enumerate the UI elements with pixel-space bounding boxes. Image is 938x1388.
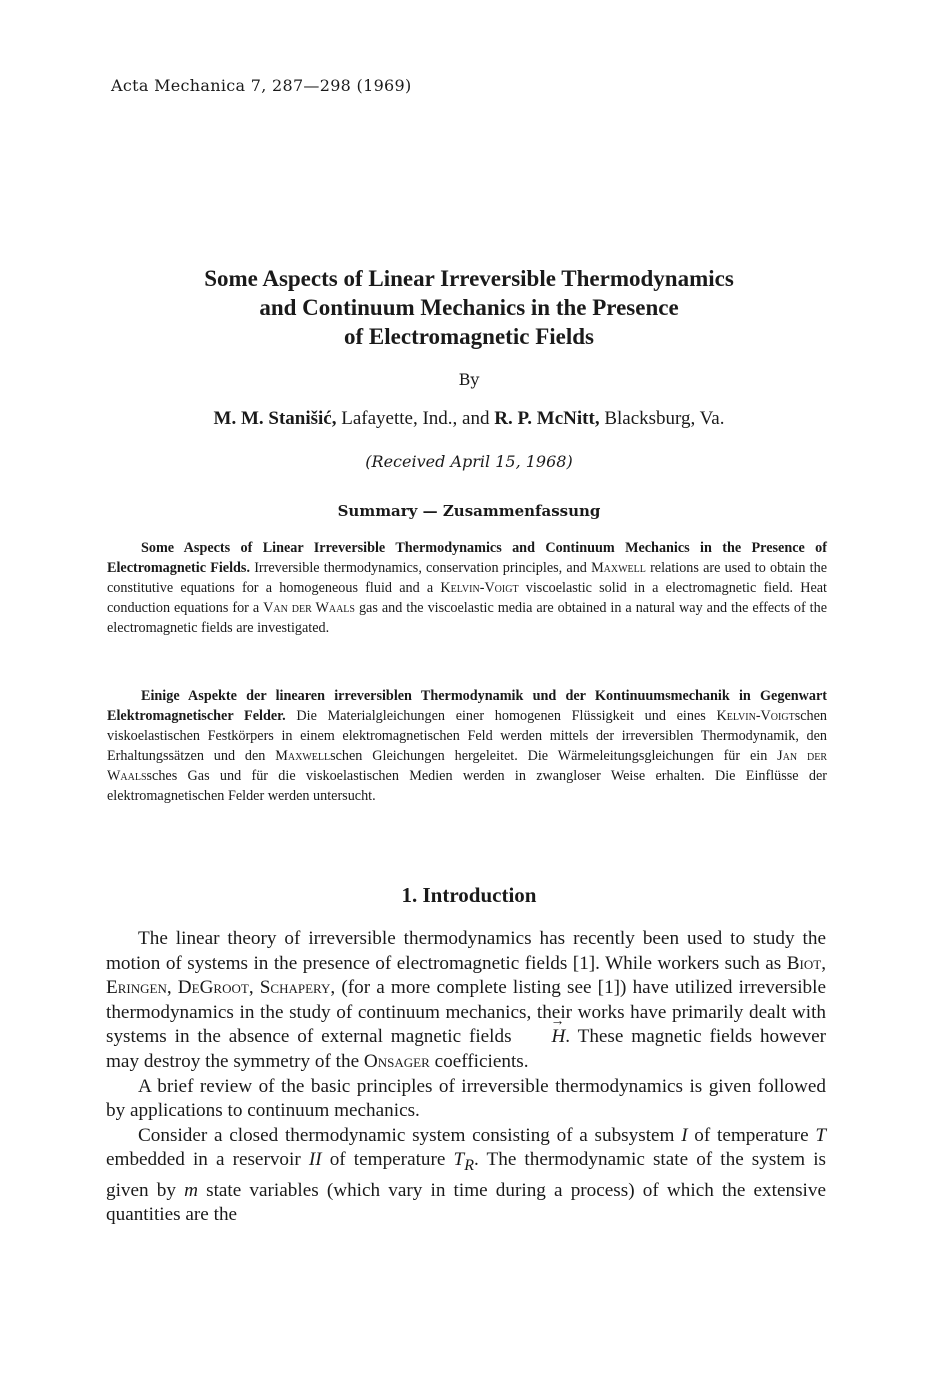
summary-heading: Summary — Zusammenfassung	[337, 502, 601, 520]
body-text: coefficients.	[429, 1050, 529, 1072]
author-affiliation: Blacksburg, Va.	[599, 408, 725, 429]
body-text: ,	[821, 952, 826, 974]
abstract-text: sches Gas und für die viskoelastischen Medien werden in zwangloser Weise erhalten. Die Einflüsse der elektromagnetischen Felder werden untersucht.	[107, 768, 827, 804]
name-degroot: DeGroot	[177, 977, 249, 999]
symbol: II	[308, 1149, 322, 1171]
abstract-text: -	[755, 708, 761, 724]
abstract-text: Die Materialgleichungen einer homogenen Flüssigkeit und eines	[285, 708, 717, 724]
body-text: . The thermodynamic state of the system is given by	[106, 1149, 826, 1201]
abstract-german	[107, 686, 827, 806]
body-text: of temperature	[321, 1149, 454, 1171]
author-affiliation: Lafayette, Ind., and	[336, 408, 495, 429]
abstract-text: gas and the viscoelastic media are obtained in a natural way and the effects of the electromagnetic fields are investigated.	[107, 600, 828, 636]
abstract-text: Irreversible thermodynamics, conservation principles, and	[250, 560, 592, 576]
body-text: . These magnetic fields however may destroy the symmetry of the	[106, 1026, 826, 1072]
name-biot: Biot	[786, 952, 822, 974]
abstract-english	[107, 538, 827, 638]
symbol: T	[815, 1124, 826, 1146]
name-maxwell: Maxwell	[275, 748, 331, 764]
abstract-text: -	[479, 580, 485, 596]
abstract-text: schen viskoelastischen Festkörpers in einem elektromagnetischen Feld werden mittels der irreversiblen Thermodynamik, den Erhaltungssätzen und den	[107, 708, 827, 764]
body-text: ,	[248, 977, 260, 999]
abstract-text: schen Gleichungen hergeleitet. Die Wärmeleitungsgleichungen für ein	[330, 748, 778, 764]
symbol: I	[681, 1124, 688, 1146]
paragraph	[106, 1124, 826, 1228]
name-jan-der-waals: Jan der Waals	[107, 748, 827, 784]
name-voigt: Voigt	[484, 580, 519, 596]
body-text: state variables (which vary in time during a process) of which the extensive quantities are the	[106, 1179, 826, 1226]
body-text: ,	[166, 977, 178, 999]
journal-citation: Acta Mechanica 7, 287—298 (1969)	[111, 76, 412, 95]
abstract-text: relations are used to obtain the constitutive equations for a homogeneous fluid and a	[107, 560, 827, 596]
title-line: and Continuum Mechanics in the Presence	[259, 295, 679, 320]
body-text: of temperature	[687, 1124, 816, 1146]
symbol: T	[453, 1149, 465, 1171]
paragraph	[106, 927, 826, 1075]
abstract-title: Some Aspects of Linear Irreversible Thermodynamics and Continuum Mechanics in the Presence of Electromagnetic Fields.	[107, 540, 827, 576]
symbol-subscript: R	[464, 1157, 474, 1175]
name-voigt: Voigt	[760, 708, 795, 724]
name-eringen: Eringen	[106, 977, 167, 999]
name-van-der-waals: Van der Waals	[263, 600, 355, 616]
section-heading: 1. Introduction	[401, 883, 537, 907]
abstract-text: viscoelastic solid in a electromagnetic field. Heat conduction equations for a	[107, 580, 827, 616]
received-date: (Received April 15, 1968)	[365, 452, 573, 471]
body-text: embedded in a reservoir	[106, 1149, 309, 1171]
symbol: m	[184, 1179, 198, 1201]
name-schapery: Schapery	[259, 977, 331, 999]
paper-title	[100, 264, 838, 351]
body-text: Consider a closed thermodynamic system consisting of a subsystem	[138, 1124, 682, 1146]
title-line: of Electromagnetic Fields	[344, 324, 594, 349]
author-name: R. P. McNitt,	[494, 408, 600, 429]
introduction-body	[106, 927, 826, 1228]
paragraph: A brief review of the basic principles of irreversible thermodynamics is given followed by applications to continuum mechanics.	[106, 1075, 826, 1122]
name-kelvin: Kelvin	[440, 580, 480, 596]
author-name: M. M. Stanišić,	[213, 408, 337, 429]
abstract-title: Einige Aspekte der linearen irreversiblen Thermodynamik und der Kontinuumsmechanik in Gegenwart Elektromagnetischer Felder.	[107, 688, 827, 724]
name-kelvin: Kelvin	[716, 708, 756, 724]
name-maxwell: Maxwell	[591, 560, 646, 576]
body-text: The linear theory of irreversible thermodynamics has recently been used to study the motion of systems in the presence of electromagnetic fields [1]. While workers such as	[106, 928, 826, 974]
body-text: , (for a more complete listing see [1]) have utilized irreversible thermodynamics in the study of continuum mechanics, their works have primarily dealt with systems in the absence of external magnetic fields	[106, 977, 826, 1048]
magnetic-field-vector: → H	[519, 1025, 565, 1050]
name-onsager: Onsager	[363, 1050, 430, 1072]
authors	[0, 408, 938, 430]
byline: By	[458, 370, 480, 389]
title-line: Some Aspects of Linear Irreversible Thermodynamics	[204, 266, 734, 291]
